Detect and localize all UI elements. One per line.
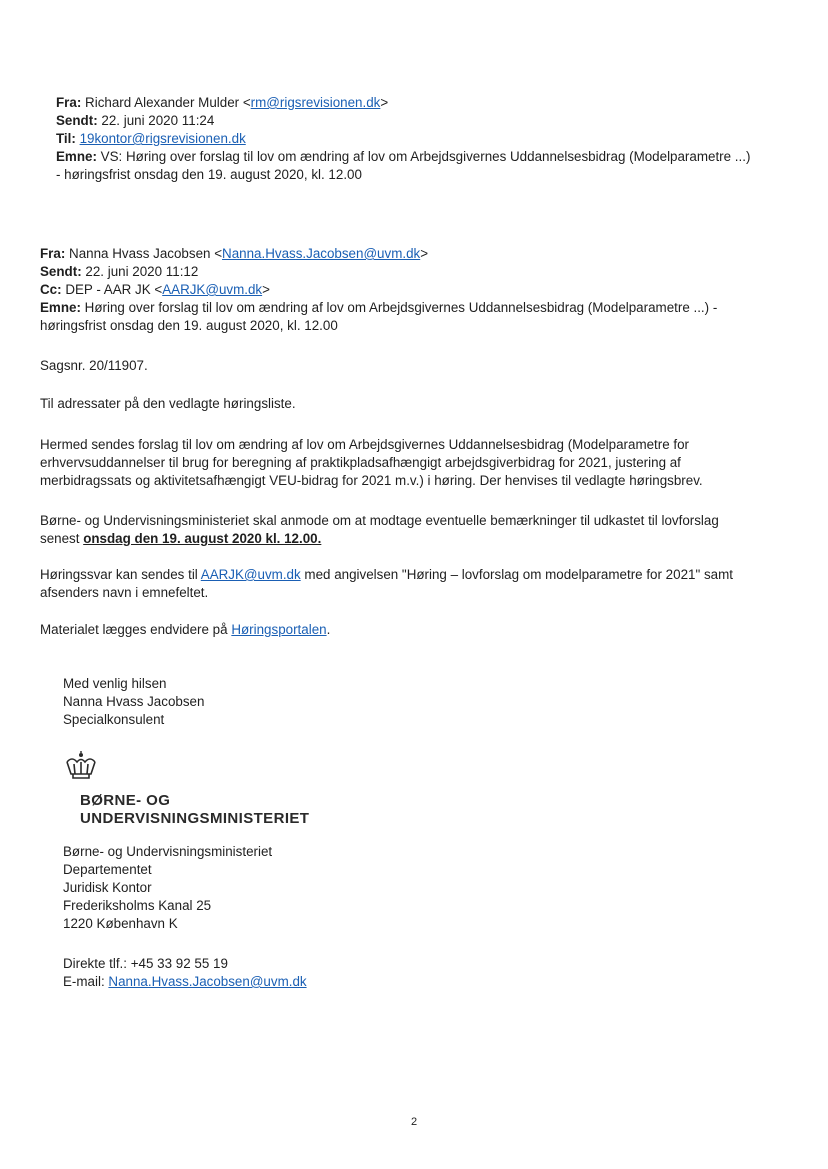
cc-line: Cc: DEP - AAR JK <AARJK@uvm.dk> [40, 282, 270, 297]
email-line [63, 973, 307, 991]
ministry-logo [80, 792, 309, 828]
paragraph-hearing-intro [40, 436, 703, 490]
from-line: Fra: Richard Alexander Mulder <rm@rigsrevisionen.dk> [56, 95, 389, 110]
from-line: Fra: Nanna Hvass Jacobsen <Nanna.Hvass.Jacobsen@uvm.dk> [40, 246, 429, 261]
signature-email-link[interactable]: Nanna.Hvass.Jacobsen@uvm.dk [108, 974, 307, 989]
to-label: Til: [56, 131, 76, 146]
response-suffix: med angivelsen "Høring – lovforslag om modelparametre for 2021" samt [304, 567, 733, 582]
signature-block [63, 675, 204, 729]
to-email-link[interactable]: 19kontor@rigsrevisionen.dk [79, 131, 246, 146]
street-address: Frederiksholms Kanal 25 [63, 898, 212, 913]
logo-line-2: UNDERVISNINGSMINISTERIET [80, 810, 310, 827]
from-email-link[interactable]: rm@rigsrevisionen.dk [250, 95, 381, 110]
paragraph-line: erhvervsuddannelser til brug for beregning af praktikpladsafhængigt arbejdsgiverbidrag for 2021, justering af [40, 455, 681, 470]
email-header-original [40, 245, 717, 335]
deadline-text: onsdag den 19. august 2020 kl. 12.00. [83, 531, 322, 546]
subject-label: Emne: [40, 300, 81, 315]
subject-text: VS: Høring over forslag til lov om ændring af lov om Arbejdsgivernes Uddannelsesbidrag (Modelparametre ...) [100, 149, 751, 164]
email-header-forwarded [56, 94, 750, 184]
subject-line [56, 148, 750, 166]
sent-value: 22. juni 2020 11:24 [101, 113, 215, 128]
paragraph-line: afsenders navn i emnefeltet. [40, 585, 209, 600]
paragraph-line: merbidragssats og aktivitetsafhængigt VEU-bidrag for 2021 m.v.) i høring. Der henvises til vedlagte høringsbrev. [40, 473, 703, 488]
sent-line [56, 112, 750, 130]
signer-name: Nanna Hvass Jacobsen [63, 694, 205, 709]
paragraph-deadline [40, 512, 719, 548]
department: Departementet [63, 862, 152, 877]
paragraph-line [40, 566, 733, 584]
city-address: 1220 København K [63, 916, 178, 931]
to-line [56, 130, 750, 148]
deadline-prefix: senest [40, 531, 80, 546]
subject-text: Høring over forslag til lov om ændring af lov om Arbejdsgivernes Uddannelsesbidrag (Modelparametre ...) - [84, 300, 718, 315]
office: Juridisk Kontor [63, 880, 152, 895]
from-label: Fra: [56, 95, 82, 110]
cc-email-link[interactable]: AARJK@uvm.dk [162, 282, 263, 297]
signer-title: Specialkonsulent [63, 712, 165, 727]
page-number: 2 [410, 1116, 418, 1128]
from-name: Richard Alexander Mulder [85, 95, 240, 110]
greeting: Til adressater på den vedlagte høringsliste. [40, 396, 296, 411]
closing: Med venlig hilsen [63, 676, 167, 691]
subject-line-2: høringsfrist onsdag den 19. august 2020, kl. 12.00 [40, 318, 338, 333]
portal-link[interactable]: Høringsportalen [231, 622, 327, 637]
cc-name: DEP - AAR JK [65, 282, 151, 297]
subject-label: Emne: [56, 149, 97, 164]
portal-prefix: Materialet lægges endvidere på [40, 622, 228, 637]
org-name: Børne- og Undervisningsministeriet [63, 844, 273, 859]
from-label: Fra: [40, 246, 66, 261]
paragraph-line: Børne- og Undervisningsministeriet skal anmode om at modtage eventuelle bemærkninger til udkastet til lovforslag [40, 513, 719, 528]
sent-label: Sendt: [40, 264, 82, 279]
phone: Direkte tlf.: +45 33 92 55 19 [63, 956, 228, 971]
address-block [63, 843, 272, 933]
paragraph-portal [40, 621, 330, 639]
logo-line-1: BØRNE- OG [80, 792, 171, 809]
from-name: Nanna Hvass Jacobsen [69, 246, 211, 261]
contact-block [63, 955, 307, 991]
sent-value: 22. juni 2020 11:12 [85, 264, 199, 279]
paragraph-response [40, 566, 733, 602]
subject-line-2: - høringsfrist onsdag den 19. august 2020, kl. 12.00 [56, 167, 362, 182]
response-email-link[interactable]: AARJK@uvm.dk [200, 567, 301, 582]
case-number: Sagsnr. 20/11907. [40, 358, 148, 373]
sent-label: Sendt: [56, 113, 98, 128]
crown-icon [63, 750, 99, 782]
paragraph-line [40, 530, 719, 548]
portal-suffix: . [326, 622, 331, 637]
cc-label: Cc: [40, 282, 62, 297]
response-prefix: Høringssvar kan sendes til [40, 567, 198, 582]
sent-line [40, 263, 717, 281]
paragraph-line: Hermed sendes forslag til lov om ændring af lov om Arbejdsgivernes Uddannelsesbidrag (Modelparametre for [40, 437, 690, 452]
subject-line [40, 299, 717, 317]
email-label: E-mail: [63, 974, 105, 989]
from-email-link[interactable]: Nanna.Hvass.Jacobsen@uvm.dk [222, 246, 421, 261]
